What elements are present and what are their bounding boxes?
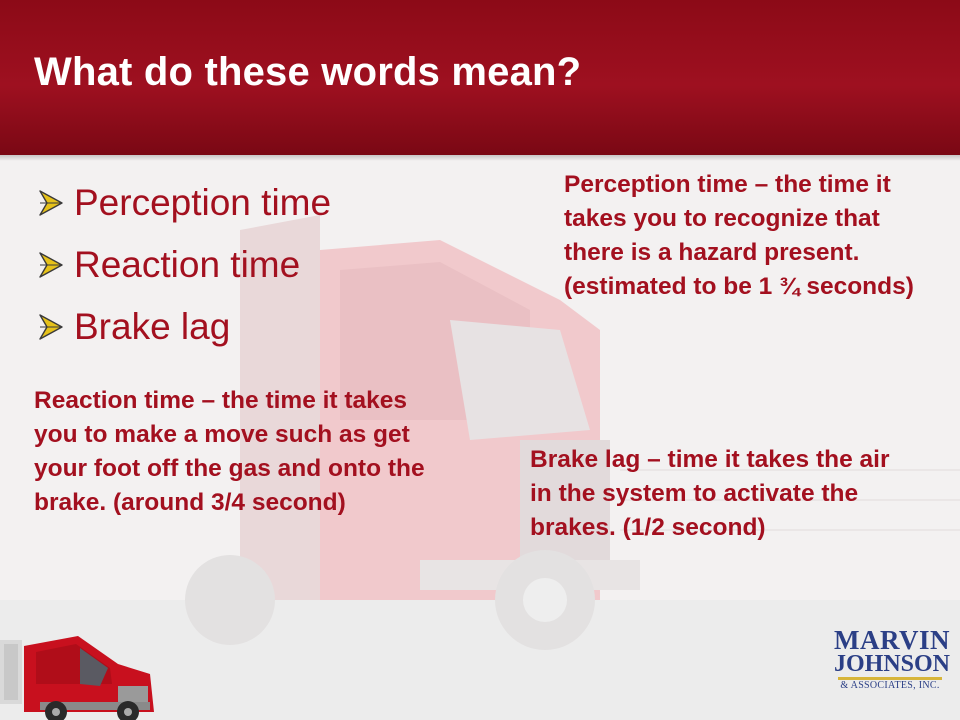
red-truck-icon <box>0 626 160 720</box>
term-item <box>36 172 331 234</box>
term-list <box>36 172 331 358</box>
perception-time-definition: Perception time – the time it takes you to recognize that there is a hazard present. (estimated to be 1 ¾ seconds) <box>564 171 914 300</box>
slide-title: What do these words mean? <box>34 50 582 94</box>
title-bar-shadow <box>0 155 960 161</box>
arrow-bullet-icon <box>36 250 66 280</box>
term-label: Brake lag <box>74 306 231 347</box>
logo-line2: JOHNSON <box>834 651 951 677</box>
logo-line3: & ASSOCIATES, INC. <box>840 680 940 691</box>
brake-lag-definition: Brake lag – time it takes the air in the system to activate the brakes. (1/2 second) <box>530 446 890 541</box>
term-label: Reaction time <box>74 244 301 285</box>
arrow-bullet-icon <box>36 312 66 342</box>
company-logo <box>834 625 951 698</box>
arrow-bullet-icon <box>36 188 66 218</box>
term-label: Perception time <box>74 182 332 223</box>
term-item <box>36 234 331 296</box>
term-item <box>36 296 331 358</box>
reaction-time-definition: Reaction time – the time it takes you to make a move such as get your foot off the gas and onto the brake. (around 3/4 second) <box>34 387 425 516</box>
logo-line1: MARVIN <box>834 625 951 655</box>
